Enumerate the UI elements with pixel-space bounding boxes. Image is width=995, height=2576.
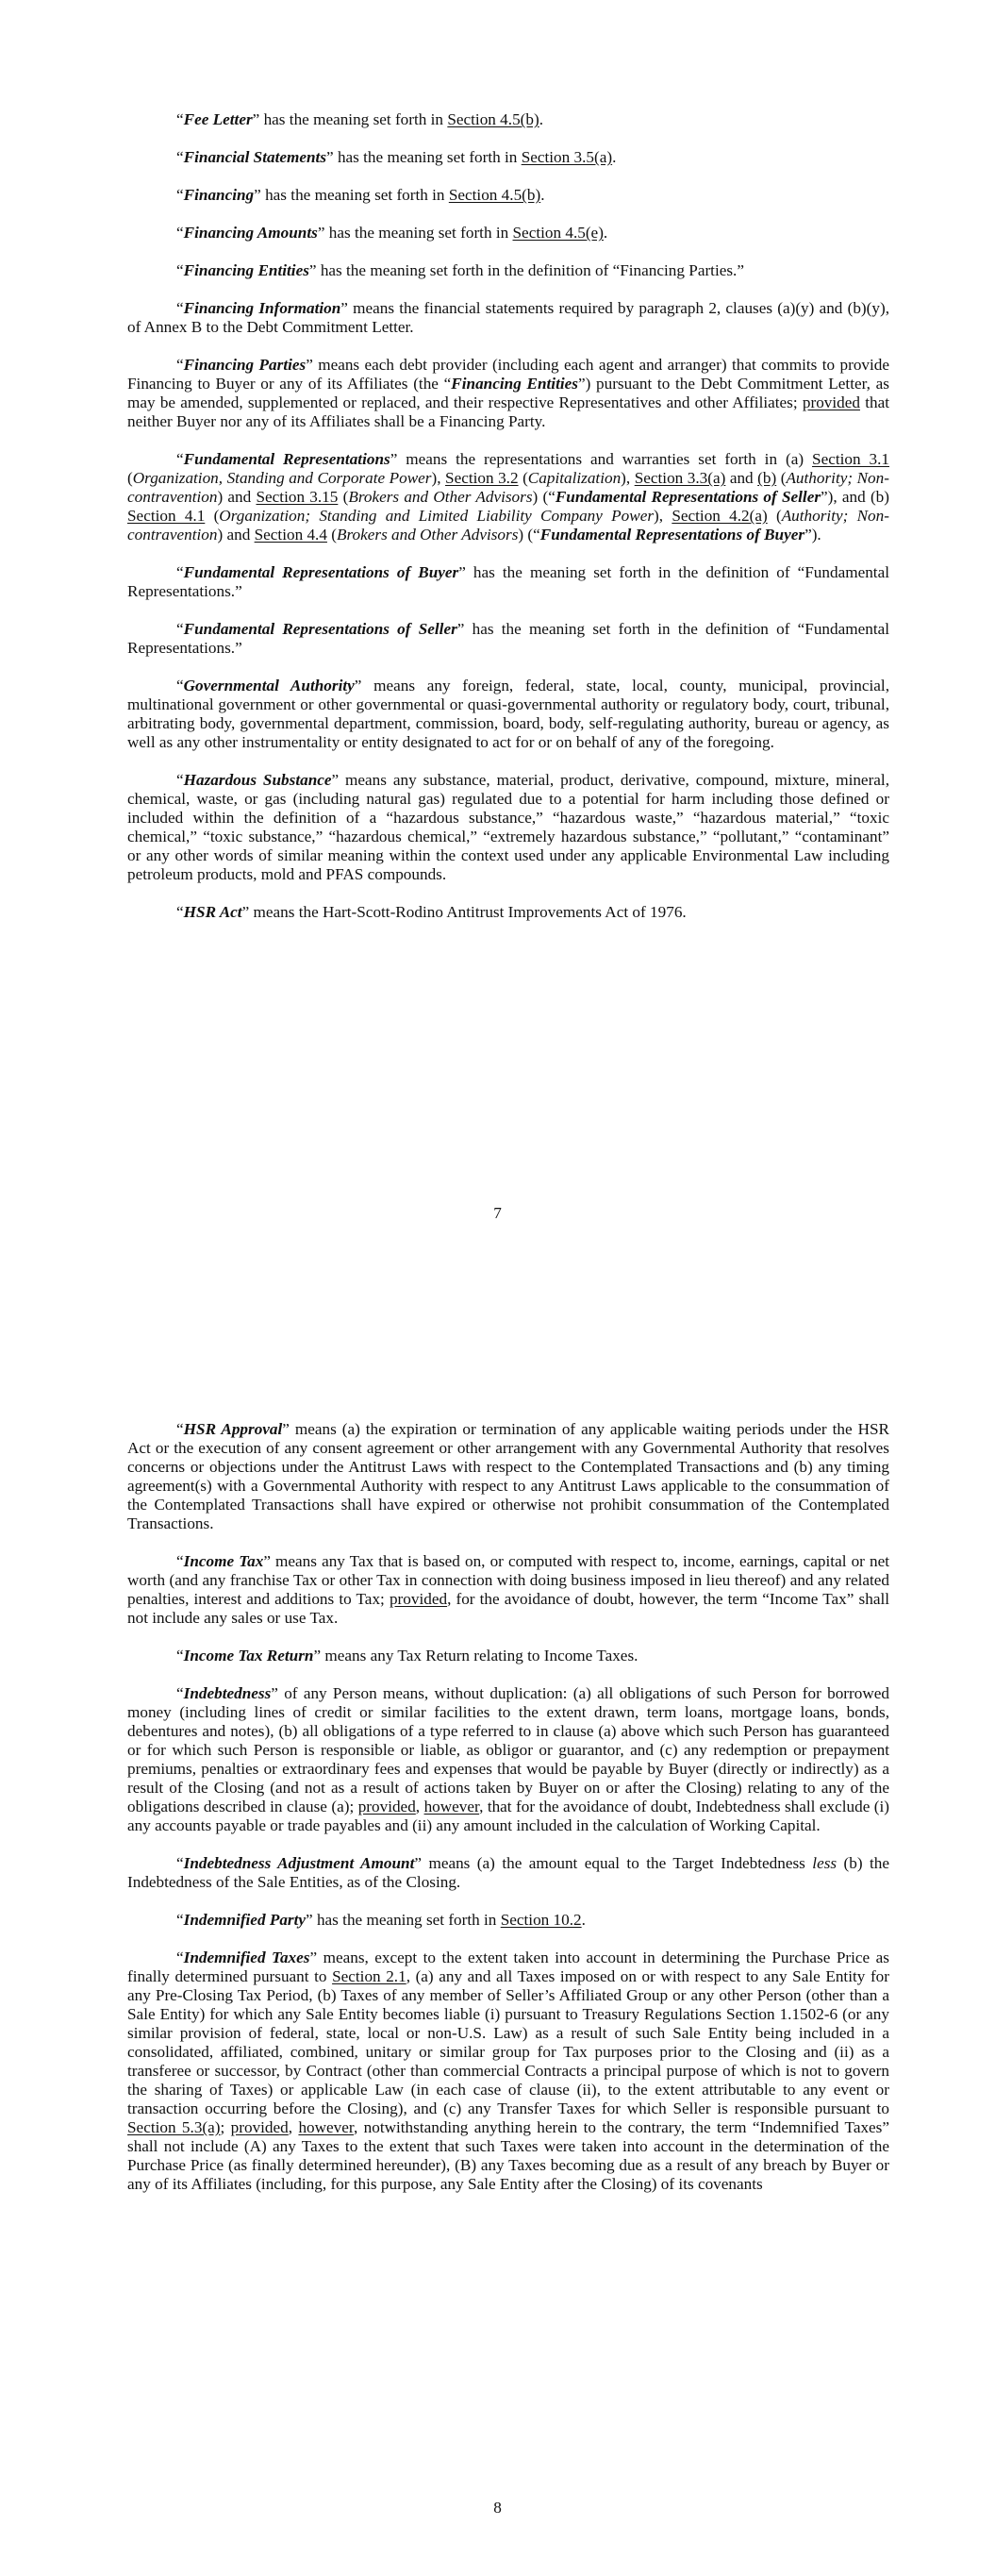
proviso: provided: [230, 2118, 289, 2136]
heading-italic: Organization; Standing and Limited Liability Company Power: [219, 507, 655, 525]
inner-term: Financing Entities: [451, 375, 578, 393]
text: ” has the meaning set forth in: [306, 1911, 501, 1929]
definition-fundamental-reps-buyer: “Fundamental Representations of Buyer” has the meaning set forth in the definition of “Fundamental Representations.”: [127, 563, 889, 600]
term: Hazardous Substance: [183, 771, 332, 789]
definition-indemnified-taxes: “Indemnified Taxes” means, except to the extent taken into account in determining the Purchase Price as finally determined pursuant to Section 2.1, (a) any and all Taxes imposed on or with respect to any Sale Entity for any Pre-Closing Tax Period, (b) Taxes of any member of Seller’s Affiliated Group or any other Person (other than a Sale Entity) for which any Sale Entity becomes liable (i) pursuant to Treasury Regulations Section 1.1502-6 (or any similar provision of federal, state, local or non-U.S. Law) as a result of such Sale Entity being included in a consolidated, affiliated, combined, unitary or similar group for Tax purposes prior to the Closing and (ii) as a transferee or successor, by Contract (other than commercial Contracts a principal purpose of which is not to govern the sharing of Taxes) or applicable Law (in each case of clause (ii), to the extent attributable to any event or transaction occurring before the Closing), and (c) any Transfer Taxes for which Seller is responsible pursuant to Section 5.3(a); provided, however, notwithstanding anything herein to the contrary, the term “Indemnified Taxes” shall not include (A) any Taxes to the extent that such Taxes were taken into account in the determination of the Purchase Price (as finally determined hereunder), (B) any Taxes becoming due as a result of any breach by Buyer or any of its Affiliates (including, for this purpose, any Sale Entity after the Closing) of its covenants: [127, 1949, 889, 2193]
text: ;: [220, 2118, 231, 2136]
proviso: provided: [802, 393, 860, 411]
text: ” means the financial statements required by paragraph 2, clauses (a)(y) and (b)(y), of Annex B to the Debt Commitment Letter.: [127, 299, 889, 336]
text: ” means any foreign, federal, state, local, county, municipal, provincial, multinational government or other governmental or quasi-governmental authority or regulatory body, court, tribunal, arbitrating body, governmental department, commission, board, body, self-regulating authority, bureau or agency, as well as any other instrumentality or entity designated to act for or on behalf of any of the foregoing.: [127, 677, 889, 751]
definition-indebtedness: “Indebtedness” of any Person means, without duplication: (a) all obligations of such Person for borrowed money (including lines of credit or similar facilities to the extent drawn, term loans, mortgage loans, bonds, debentures and notes), (b) all obligations of a type referred to in clause (a) above which such Person has guaranteed or for which such Person is responsible or liable, as obligor or guarantor, and (c) any redemption or prepayment premiums, penalties or extraordinary fees and expenses that would be payable by Buyer (directly or indirectly) as a result of the Closing (and not as a result of actions taken by Buyer on or after the Closing) relating to any of the obligations described in clause (a); provided, however, that for the avoidance of doubt, Indebtedness shall exclude (i) any accounts payable or trade payables and (ii) any amount included in the calculation of Working Capital.: [127, 1684, 890, 1834]
cross-reference: Section 4.5(b): [447, 110, 539, 128]
cross-reference: Section 3.15: [256, 488, 339, 506]
heading-italic: Authority; Non-contravention: [127, 507, 889, 544]
term: Fundamental Representations of Buyer: [183, 563, 459, 581]
definition-financing-information: “Financing Information” means the financial statements required by paragraph 2, clauses (a)(y) and (b)(y), of Annex B to the Debt Commitment Letter.: [127, 299, 889, 336]
term: Indemnified Taxes: [183, 1949, 310, 1966]
text: ” has the meaning set forth in: [254, 186, 449, 204]
term: Financing Information: [183, 299, 341, 317]
cross-reference: Section 10.2: [500, 1911, 582, 1929]
term: HSR Act: [183, 903, 242, 921]
definition-financing-amounts: “Financing Amounts” has the meaning set forth in Section 4.5(e).: [176, 224, 608, 242]
cross-reference: Section 5.3(a): [127, 2118, 221, 2136]
text: ” has the meaning set forth in the definition of “Financing Parties.”: [308, 261, 744, 279]
text: ” of any Person means, without duplication: (a) all obligations of such Person for borrowed money (including lines of credit or similar facilities to the extent drawn, term loans, mortgage loans, bonds, debentures and notes), (b) all obligations of a type referred to in clause (a) above which such Person has guaranteed or for which such Person is responsible or liable, as obligor or guarantor, and (c) any redemption or prepayment premiums, penalties or extraordinary fees and expenses that would be payable by Buyer (directly or indirectly) as a result of the Closing (and not as a result of actions taken by Buyer on or after the Closing) relating to any of the obligations described in clause (a);: [127, 1684, 889, 1815]
inner-term: Fundamental Representations of Buyer: [539, 526, 805, 544]
cross-reference: Section 2.1: [332, 1967, 406, 1985]
definition-income-tax-return: “Income Tax Return” means any Tax Return relating to Income Taxes.: [176, 1647, 638, 1664]
term: HSR Approval: [183, 1420, 283, 1438]
text: ,: [288, 2118, 299, 2136]
text: ” has the meaning set forth in: [252, 110, 448, 128]
text: ”) pursuant to the Debt Commitment Letter, as may be amended, supplemented or replaced, and their respective Representatives and other Affiliates;: [127, 375, 889, 411]
proviso: provided: [357, 1798, 416, 1815]
page-7-content: [127, 110, 889, 941]
term: Income Tax: [183, 1552, 264, 1570]
text: ” means any substance, material, product, derivative, compound, mixture, mineral, chemical, waste, or gas (including natural gas) regulated due to a potential for harm including those defined or included within the definition of a “hazardous substance,” “hazardous waste,” “hazardous material,” “toxic chemical,” “toxic substance,” “hazardous chemical,” “extremely hazardous substance,” “pollutant,” “contaminant” or any other words of similar meaning within the context used under any applicable Environmental Law including petroleum products, mold and PFAS compounds.: [127, 771, 889, 883]
heading-italic: Authority; Non-contravention: [127, 469, 889, 506]
definition-financing-entities: “Financing Entities” has the meaning set forth in the definition of “Financing Parties.”: [176, 261, 744, 279]
cross-reference: (b): [757, 469, 777, 487]
text: .: [540, 186, 545, 204]
text: ” means any Tax that is based on, or computed with respect to, income, earnings, capital or net worth (and any franchise Tax or other Tax in connection with doing business imposed in lieu thereof) and any related penalties, interest and additions to Tax;: [127, 1552, 889, 1608]
page-number: 8: [493, 2499, 502, 2517]
text: ” means any Tax Return relating to Income Taxes.: [313, 1647, 638, 1664]
page-8: [0, 1288, 995, 2576]
term: Financing Parties: [183, 356, 307, 374]
text: , (a) any and all Taxes imposed on or with respect to any Sale Entity for any Pre-Closing Tax Period, (b) Taxes of any member of Seller’s Affiliated Group or any other Person (other than a Sale Entity) for which any Sale Entity becomes liable (i) pursuant to Treasury Regulations Section 1.1502-6 (or any similar provision of federal, state, local or non-U.S. Law) as a result of such Sale Entity being included in a consolidated, affiliated, combined, unitary or similar group for Tax purposes prior to the Closing and (ii) as a transferee or successor, by Contract (other than commercial Contracts a principal purpose of which is not to govern the sharing of Taxes) or applicable Law (in each case of clause (ii), to the extent attributable to any event or transaction occurring before the Closing), and (c) any Transfer Taxes for which Seller is responsible pursuant to: [127, 1967, 889, 2117]
term: Indemnified Party: [183, 1911, 307, 1929]
term: Fundamental Representations of Seller: [183, 620, 457, 638]
text: , that for the avoidance of doubt, Indebtedness shall exclude (i) any accounts payable or trade payables and (ii) any amount included in the calculation of Working Capital.: [127, 1798, 890, 1834]
text: ” means (a) the expiration or termination of any applicable waiting periods under the HSR Act or the execution of any consent agreement or other arrangement with any Governmental Authority that resolves concerns or objections under the Antitrust Laws with respect to the Contemplated Transactions and (b) any timing agreement(s) with a Governmental Authority with respect to any Antitrust Laws applicable to the consummation of the Contemplated Transactions shall have expired or otherwise not prohibit consummation of the Contemplated Transactions.: [127, 1420, 889, 1532]
cross-reference: Section 4.5(e): [512, 224, 604, 242]
term: Financial Statements: [183, 148, 327, 166]
text: ” means the representations and warranties set forth in (a): [390, 450, 813, 468]
proviso: however: [423, 1798, 480, 1815]
text: , for the avoidance of doubt, however, the term “Income Tax” shall not include any sales or use Tax.: [127, 1590, 889, 1627]
heading-italic: Organization, Standing and Corporate Power: [132, 469, 432, 487]
definition-indemnified-party: “Indemnified Party” has the meaning set forth in Section 10.2.: [176, 1911, 586, 1929]
definition-fundamental-representations: “Fundamental Representations” means the representations and warranties set forth in (a) Section 3.1 (Organization, Standing and Corporate Power), Section 3.2 (Capitalization), Section 3.3(a) and (b) (Authority; Non-contravention) and Section 3.15 (Brokers and Other Advisors) (“Fundamental Representations of Seller”), and (b) Section 4.1 (Organization; Standing and Limited Liability Company Power), Section 4.2(a) (Authority; Non-contravention) and Section 4.4 (Brokers and Other Advisors) (“Fundamental Representations of Buyer”).: [127, 450, 890, 544]
term: Fundamental Representations: [183, 450, 390, 468]
term: Indebtedness Adjustment Amount: [183, 1854, 415, 1872]
text: ” means each debt provider (including each agent and arranger) that commits to provide Financing to Buyer or any of its Affiliates (the “: [127, 356, 890, 393]
term: Financing Entities: [183, 261, 309, 279]
text: ” means, except to the extent taken into account in determining the Purchase Price as finally determined pursuant to: [127, 1949, 889, 1985]
definition-financing: “Financing” has the meaning set forth in Section 4.5(b).: [176, 186, 545, 204]
text: .: [612, 148, 617, 166]
cross-reference: Section 4.5(b): [448, 186, 541, 204]
emphasis: less: [812, 1854, 837, 1872]
text: .: [603, 224, 608, 242]
cross-reference: Section 4.2(a): [672, 507, 768, 525]
text: ,: [415, 1798, 424, 1815]
text: , notwithstanding anything herein to the contrary, the term “Indemnified Taxes” shall not include (A) any Taxes to the extent that such Taxes were taken into account in the determination of the Purchase Price (as finally determined hereunder), (B) any Taxes becoming due as a result of any breach by Buyer or any of its Affiliates (including, for this purpose, any Sale Entity after the Closing) of its covenants: [127, 2118, 889, 2193]
cross-reference: Section 3.2: [445, 469, 519, 487]
term: Indebtedness: [183, 1684, 272, 1702]
definition-hsr-act: “HSR Act” means the Hart-Scott-Rodino Antitrust Improvements Act of 1976.: [176, 903, 687, 921]
text: ” means (a) the amount equal to the Target Indebtedness: [414, 1854, 813, 1872]
page-8-content: [127, 1420, 889, 2213]
text: ” means the Hart-Scott-Rodino Antitrust Improvements Act of 1976.: [241, 903, 687, 921]
heading-italic: Capitalization: [527, 469, 622, 487]
text: .: [581, 1911, 586, 1929]
page-number: 7: [493, 1204, 502, 1222]
definition-hazardous-substance: “Hazardous Substance” means any substance, material, product, derivative, compound, mixture, mineral, chemical, waste, or gas (including natural gas) regulated due to a potential for harm including those defined or included within the definition of a “hazardous substance,” “hazardous waste,” “hazardous material,” “toxic chemical,” “toxic substance,” “hazardous chemical,” “extremely hazardous substance,” “pollutant,” “contaminant” or any other words of similar meaning within the context used under any applicable Environmental Law including petroleum products, mold and PFAS compounds.: [127, 771, 889, 883]
definition-indebtedness-adjustment-amount: “Indebtedness Adjustment Amount” means (a) the amount equal to the Target Indebtedness less (b) the Indebtedness of the Sale Entities, as of the Closing.: [127, 1854, 889, 1891]
text: ” has the meaning set forth in: [326, 148, 522, 166]
term: Fee Letter: [183, 110, 253, 128]
term: Governmental Authority: [183, 677, 355, 694]
heading-italic: Brokers and Other Advisors: [348, 488, 533, 506]
text: (b) the Indebtedness of the Sale Entities, as of the Closing.: [127, 1854, 889, 1891]
text: ” has the meaning set forth in the definition of “Fundamental Representations.”: [127, 620, 889, 657]
definition-financing-parties: “Financing Parties” means each debt provider (including each agent and arranger) that commits to provide Financing to Buyer or any of its Affiliates (the “Financing Entities”) pursuant to the Debt Commitment Letter, as may be amended, supplemented or replaced, and their respective Representatives and other Affiliates; provided that neither Buyer nor any of its Affiliates shall be a Financing Party.: [127, 356, 890, 430]
definition-fee-letter: “Fee Letter” has the meaning set forth in Section 4.5(b).: [176, 110, 544, 128]
definition-governmental-authority: “Governmental Authority” means any foreign, federal, state, local, county, municipal, provincial, multinational government or other governmental or quasi-governmental authority or regulatory body, court, tribunal, arbitrating body, governmental department, commission, board, body, self-regulating authority, bureau or agency, as well as any other instrumentality or entity designated to act for or on behalf of any of the foregoing.: [127, 677, 889, 751]
text: .: [539, 110, 544, 128]
cross-reference: Section 3.3(a): [634, 469, 726, 487]
definition-income-tax: “Income Tax” means any Tax that is based on, or computed with respect to, income, earnings, capital or net worth (and any franchise Tax or other Tax in connection with doing business imposed in lieu thereof) and any related penalties, interest and additions to Tax; provided, for the avoidance of doubt, however, the term “Income Tax” shall not include any sales or use Tax.: [127, 1552, 889, 1627]
term: Income Tax Return: [183, 1647, 314, 1664]
proviso: however: [298, 2118, 354, 2136]
text: that neither Buyer nor any of its Affiliates shall be a Financing Party.: [127, 393, 889, 430]
definition-financial-statements: “Financial Statements” has the meaning set forth in Section 3.5(a).: [176, 148, 617, 166]
term: Financing Amounts: [183, 224, 318, 242]
cross-reference: Section 3.1: [812, 450, 889, 468]
inner-term: Fundamental Representations of Seller: [555, 488, 821, 506]
cross-reference: Section 4.1: [127, 507, 206, 525]
proviso: provided: [389, 1590, 448, 1608]
text: ” has the meaning set forth in: [317, 224, 513, 242]
text: ” has the meaning set forth in the definition of “Fundamental Representations.”: [127, 563, 889, 600]
term: Financing: [183, 186, 255, 204]
definition-hsr-approval: “HSR Approval” means (a) the expiration or termination of any applicable waiting periods under the HSR Act or the execution of any consent agreement or other arrangement with any Governmental Authority that resolves concerns or objections under the Antitrust Laws with respect to the Contemplated Transactions and (b) any timing agreement(s) with a Governmental Authority with respect to any Antitrust Laws applicable to the consummation of the Contemplated Transactions shall have expired or otherwise not prohibit consummation of the Contemplated Transactions.: [127, 1420, 889, 1532]
heading-italic: Brokers and Other Advisors: [336, 526, 519, 544]
cross-reference: Section 3.5(a): [521, 148, 613, 166]
cross-reference: Section 4.4: [254, 526, 327, 544]
definition-fundamental-reps-seller: “Fundamental Representations of Seller” has the meaning set forth in the definition of “Fundamental Representations.”: [127, 620, 889, 657]
